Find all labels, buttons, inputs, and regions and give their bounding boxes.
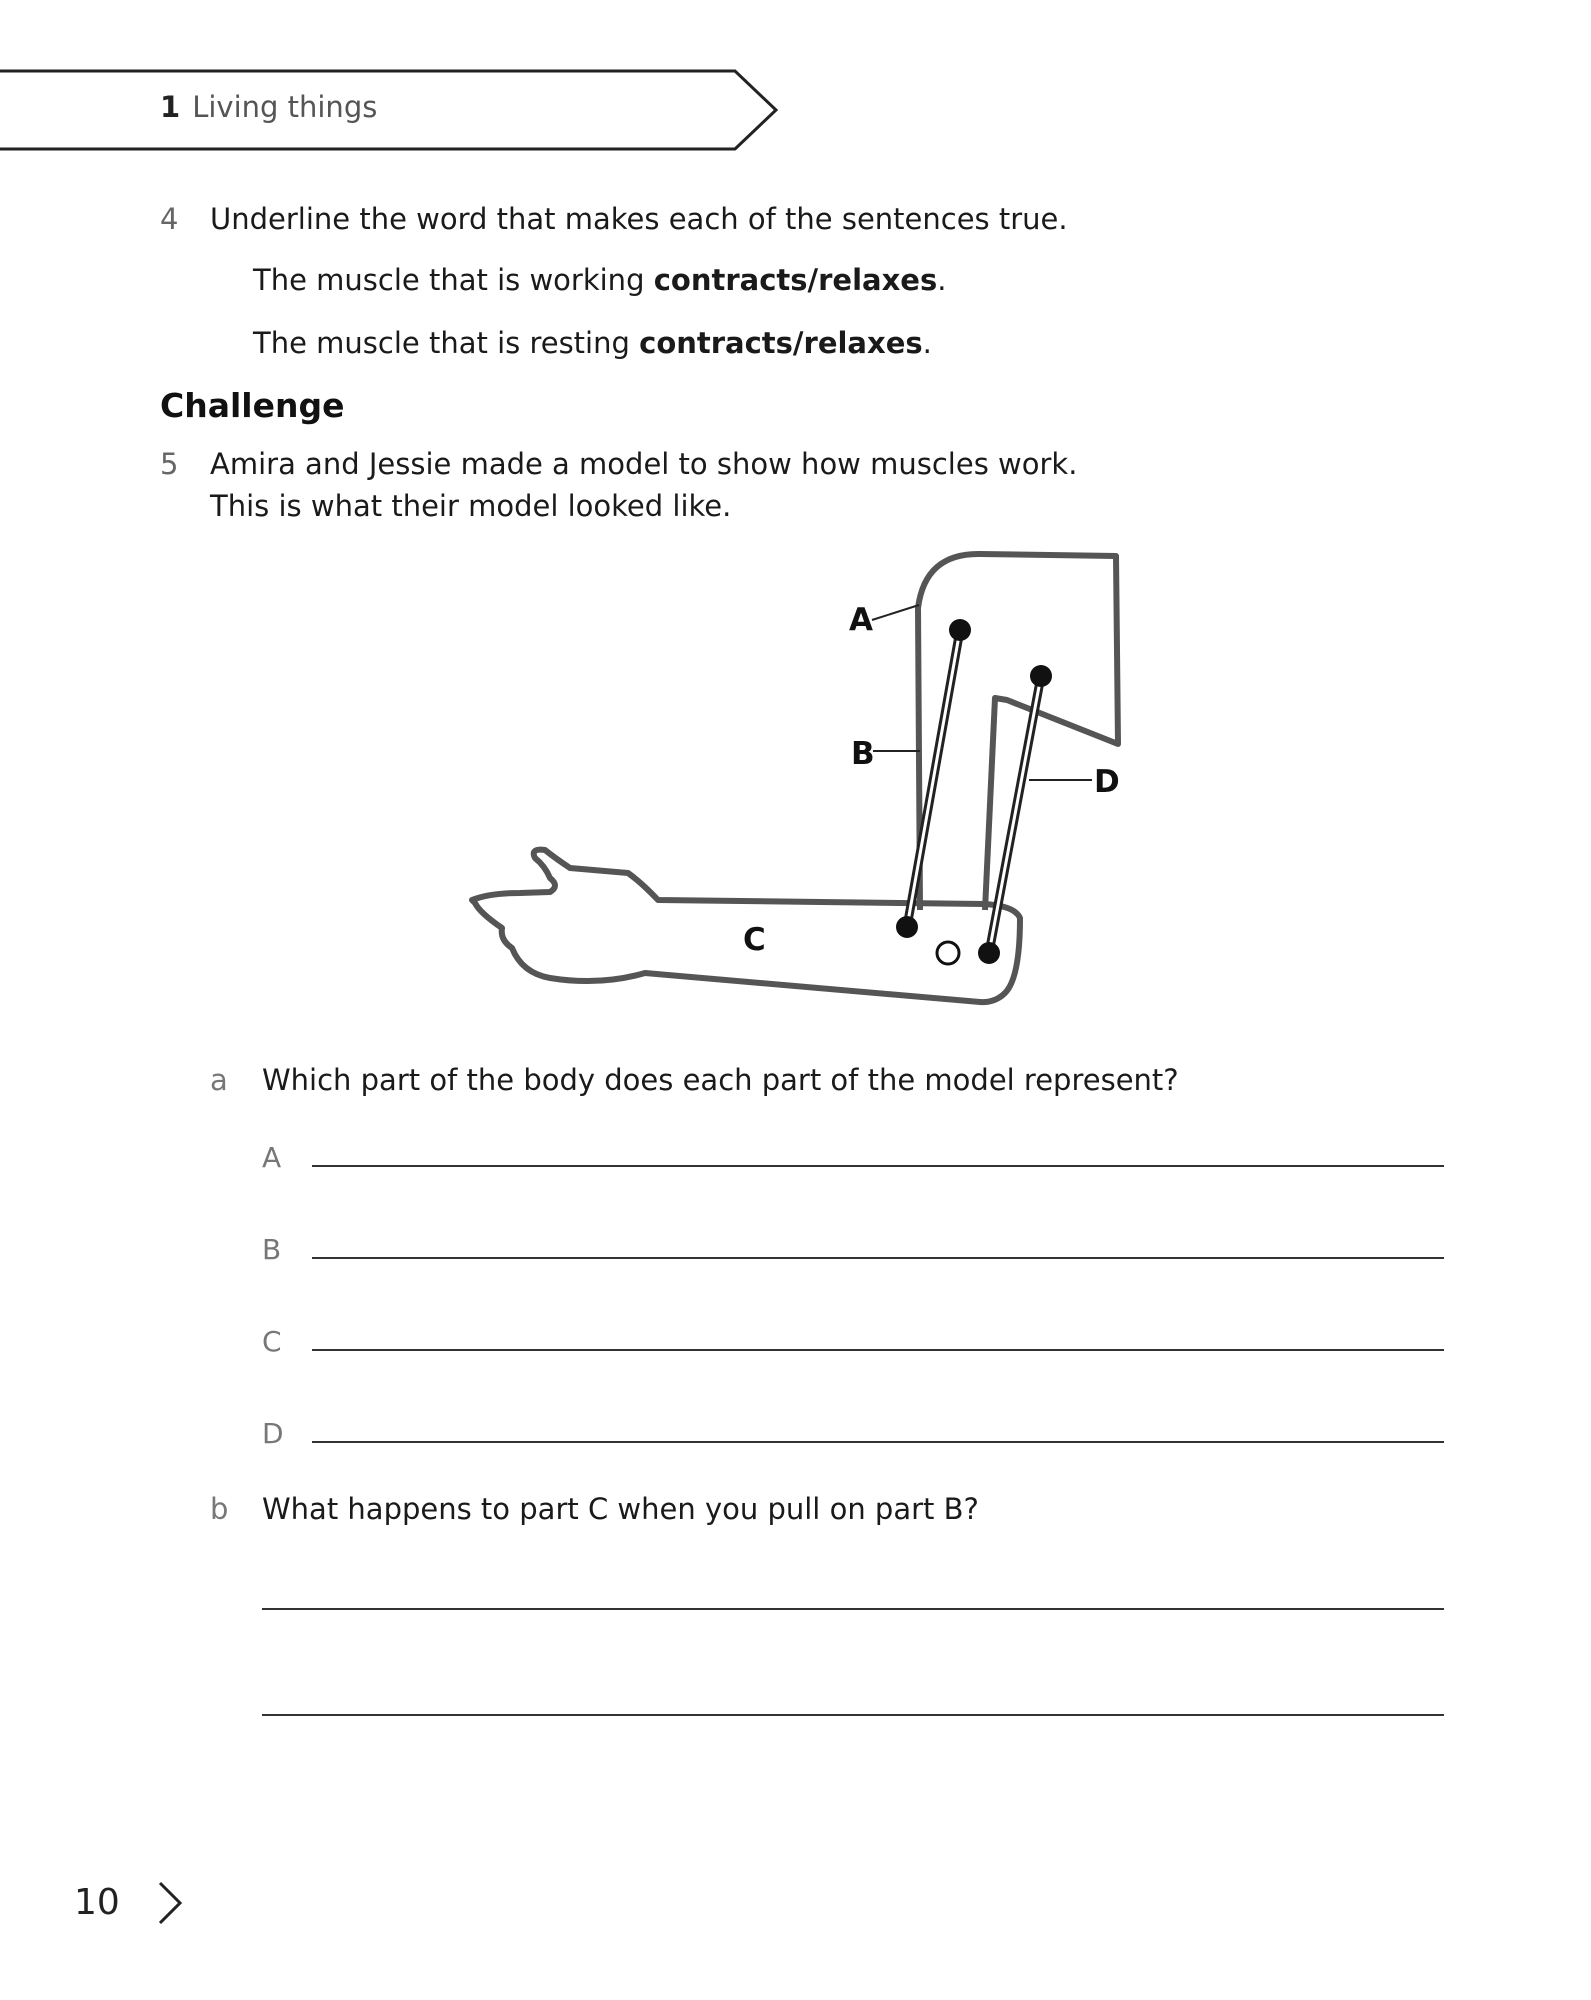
challenge-heading: Challenge bbox=[160, 386, 345, 425]
chapter-name: Living things bbox=[192, 90, 378, 124]
answer-label-b: B bbox=[262, 1233, 282, 1266]
diagram-label-a: A bbox=[849, 602, 873, 638]
question-5-line1: Amira and Jessie made a model to show how muscles work. bbox=[210, 447, 1078, 481]
part-b-answer-line-2[interactable] bbox=[262, 1714, 1444, 1716]
question-4-number: 4 bbox=[160, 202, 179, 236]
upper-arm-shape bbox=[918, 554, 1118, 910]
sentence-resting-options[interactable]: contracts/relaxes bbox=[639, 326, 923, 360]
answer-label-d: D bbox=[262, 1417, 284, 1450]
diagram-label-b: B bbox=[851, 736, 875, 772]
chevron-right-icon bbox=[156, 1880, 186, 1926]
arm-model-diagram bbox=[460, 548, 1140, 1018]
sentence-working bbox=[253, 263, 946, 297]
answer-line-d[interactable] bbox=[312, 1441, 1444, 1443]
chapter-header-tab bbox=[0, 68, 790, 152]
part-b-letter: b bbox=[210, 1492, 229, 1526]
sentence-resting bbox=[253, 326, 932, 360]
answer-label-a: A bbox=[262, 1141, 282, 1174]
chapter-title bbox=[160, 90, 377, 124]
chapter-number: 1 bbox=[160, 90, 181, 124]
diagram-label-d: D bbox=[1094, 764, 1120, 800]
diagram-label-c: C bbox=[743, 922, 766, 958]
part-b-answer-line-1[interactable] bbox=[262, 1608, 1444, 1610]
answer-line-c[interactable] bbox=[312, 1349, 1444, 1351]
part-b-question: What happens to part C when you pull on part B? bbox=[262, 1492, 979, 1526]
elbow-pivot bbox=[937, 942, 959, 964]
question-4-prompt: Underline the word that makes each of the sentences true. bbox=[210, 202, 1068, 236]
sentence-working-options[interactable]: contracts/relaxes bbox=[653, 263, 938, 297]
sentence-working-suffix: . bbox=[937, 263, 947, 297]
answer-line-b[interactable] bbox=[312, 1257, 1444, 1259]
part-a-question: Which part of the body does each part of the model represent? bbox=[262, 1063, 1179, 1097]
sentence-resting-suffix: . bbox=[922, 326, 932, 360]
sentence-resting-prefix: The muscle that is resting bbox=[253, 326, 640, 360]
answer-label-c: C bbox=[262, 1325, 282, 1358]
answer-line-a[interactable] bbox=[312, 1165, 1444, 1167]
question-5-line2: This is what their model looked like. bbox=[210, 489, 732, 523]
page-number: 10 bbox=[74, 1882, 120, 1923]
part-a-letter: a bbox=[210, 1063, 228, 1097]
sentence-working-prefix: The muscle that is working bbox=[253, 263, 654, 297]
question-5-number: 5 bbox=[160, 447, 179, 481]
